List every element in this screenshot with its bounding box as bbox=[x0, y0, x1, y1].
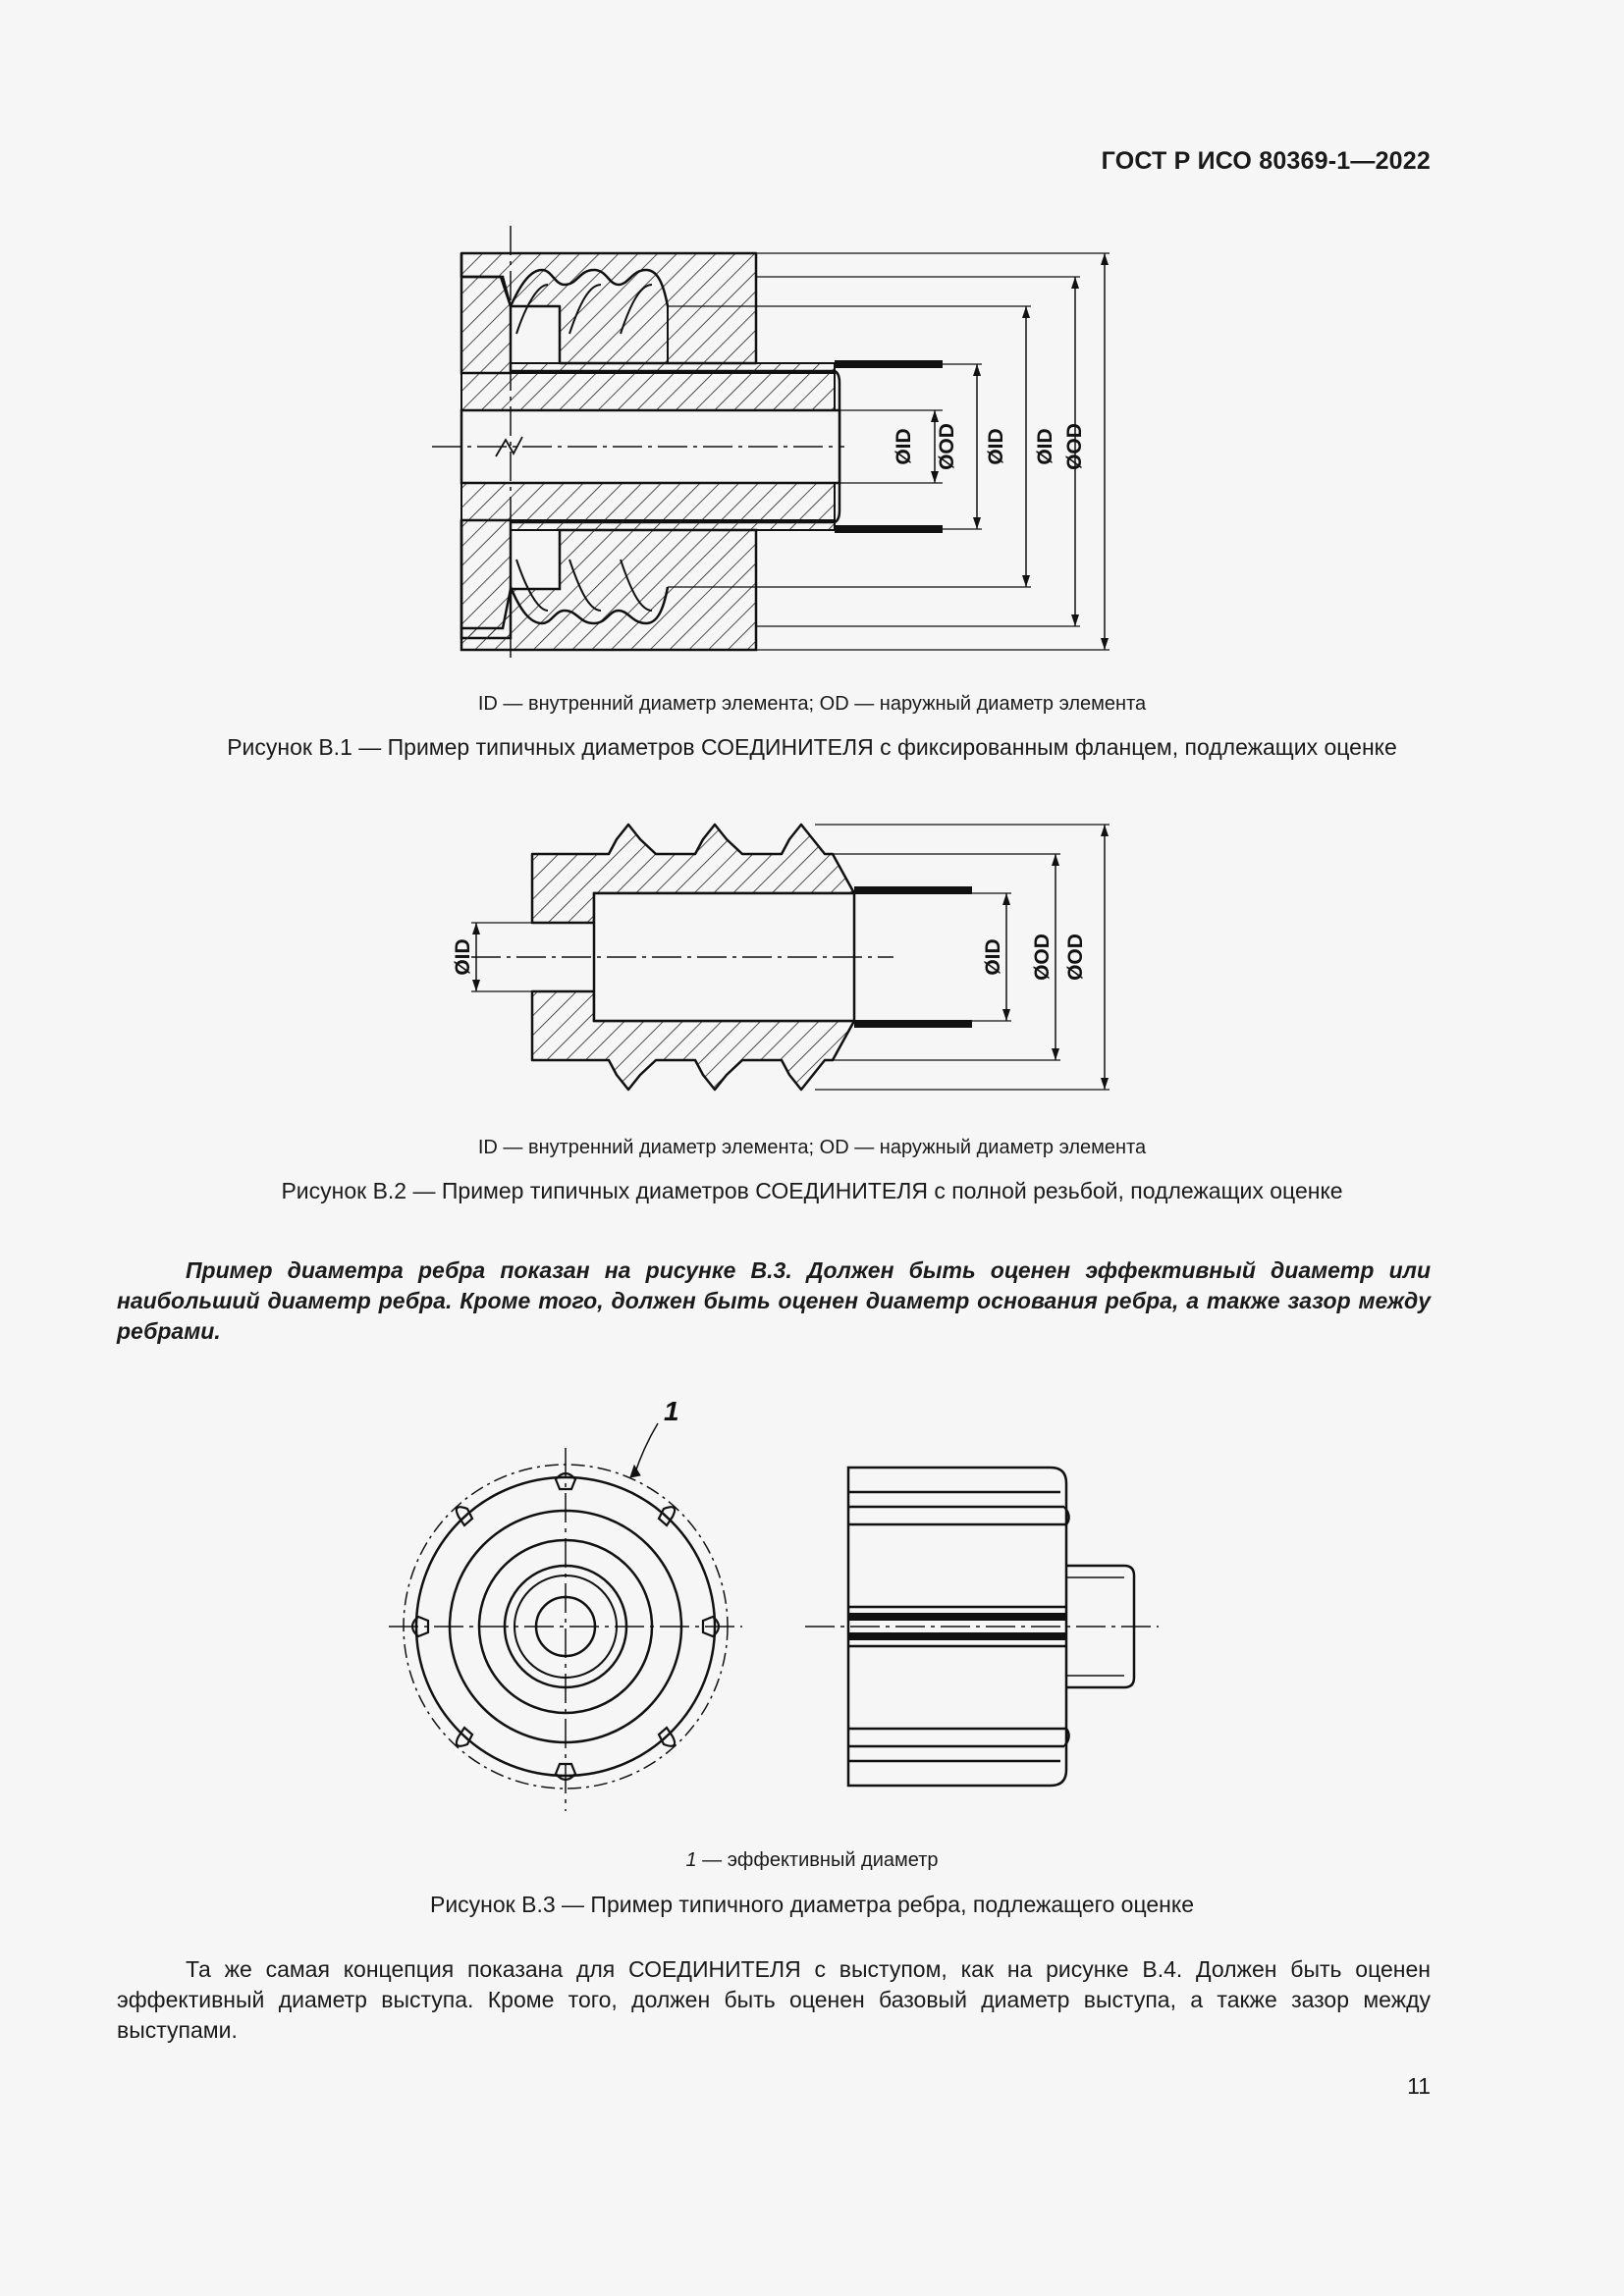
b1-dim-label-4: ØID bbox=[1034, 428, 1056, 465]
figure-b3-drawing bbox=[373, 1369, 1178, 1841]
page-number: 11 bbox=[1407, 2073, 1431, 2099]
b3-callout-1: 1 bbox=[664, 1396, 679, 1426]
b1-dim-label-5: ØOD bbox=[1063, 423, 1086, 470]
b1-dim-label-3: ØID bbox=[985, 428, 1007, 465]
b2-dim-label-1: ØID bbox=[452, 938, 474, 976]
paragraph-protrusion-concept-text: Та же самая концепция показана для СОЕДИНИТЕЛЯ с выступом, как на рисунке В.4. Должен быть оценен эффективный диаметр выступа. Кроме того, должен быть оценен базовый диаметр выступа, а также зазор между выступами. bbox=[117, 1956, 1431, 2043]
b2-dim-label-4: ØOD bbox=[1064, 934, 1087, 981]
figure-b3-legend-text: — эффективный диаметр bbox=[696, 1849, 939, 1871]
b2-dim-label-2: ØID bbox=[982, 938, 1004, 976]
b3-front-view bbox=[389, 1423, 742, 1811]
b1-dim-label-2: ØOD bbox=[936, 423, 958, 470]
figure-b2-legend: ID — внутренний диаметр элемента; OD — наружный диаметр элемента bbox=[477, 1137, 1147, 1158]
figure-b3-caption: Рисунок B.3 — Пример типичного диаметра ребра, подлежащего оценке bbox=[429, 1892, 1194, 1917]
figure-b2-drawing bbox=[432, 805, 1119, 1119]
figure-b3-legend bbox=[0, 1849, 1624, 1872]
figure-b1-drawing bbox=[432, 226, 1119, 658]
figure-b3-legend-number: 1 bbox=[685, 1849, 697, 1871]
b2-dim-label-3: ØOD bbox=[1031, 934, 1054, 981]
document-header: ГОСТ Р ИСО 80369-1—2022 bbox=[1101, 147, 1431, 175]
b3-side-view bbox=[805, 1468, 1159, 1786]
b1-dim-label-1: ØID bbox=[893, 428, 915, 465]
figure-b1-legend: ID — внутренний диаметр элемента; OD — наружный диаметр элемента bbox=[477, 693, 1147, 715]
figure-b2-caption: Рисунок B.2 — Пример типичных диаметров СОЕДИНИТЕЛЯ с полной резьбой, подлежащих оценке bbox=[281, 1178, 1343, 1203]
paragraph-protrusion-concept bbox=[117, 1954, 1431, 2046]
paragraph-rib-example-text: Пример диаметра ребра показан на рисунке В.3. Должен быть оценен эффективный диаметр или наибольший диаметр ребра. Кроме того, должен быть оценен диаметр основания ребра, а также зазор между ребрами. bbox=[117, 1257, 1431, 1344]
figure-b1-caption: Рисунок B.1 — Пример типичных диаметров СОЕДИНИТЕЛЯ с фиксированным фланцем, подлежащих оценке bbox=[227, 734, 1397, 760]
paragraph-rib-example bbox=[117, 1255, 1431, 1347]
